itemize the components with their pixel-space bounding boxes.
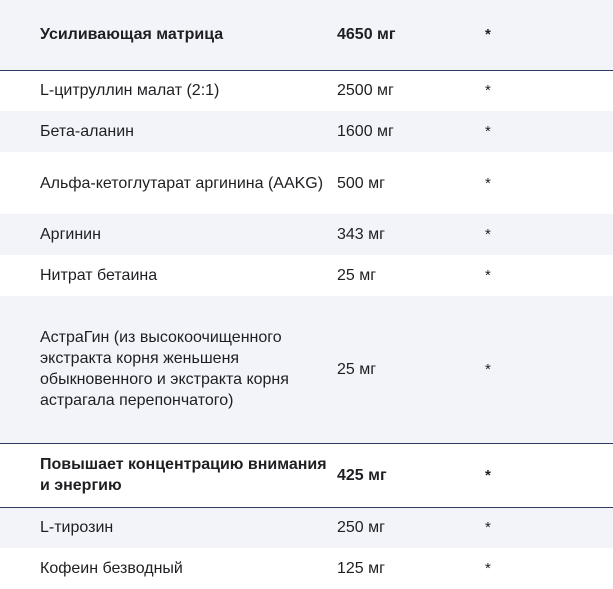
daily-value: *	[485, 174, 491, 192]
daily-value: *	[485, 519, 491, 537]
ingredient-name: Альфа-кетоглутарат аргинина (AAKG)	[0, 152, 337, 214]
table-row	[0, 507, 613, 548]
ingredient-amount: 25 мг	[337, 255, 485, 296]
daily-value: *	[485, 267, 491, 284]
ingredient-amount: 343 мг	[337, 214, 485, 255]
table-row	[0, 70, 613, 111]
ingredient-amount: 25 мг	[337, 296, 485, 443]
ingredient-name: L-цитруллин малат (2:1)	[0, 70, 337, 111]
ingredient-name: Повышает концентрацию внимания и энергию	[0, 443, 337, 507]
ingredient-amount: 425 мг	[337, 443, 485, 507]
daily-value: *	[485, 560, 491, 577]
table-row	[0, 296, 613, 443]
ingredient-amount: 500 мг	[337, 152, 485, 214]
table-row-section	[0, 0, 613, 70]
table-row-section	[0, 443, 613, 507]
daily-value: *	[485, 123, 491, 140]
ingredient-amount: 1600 мг	[337, 111, 485, 152]
daily-value: *	[485, 82, 491, 100]
ingredient-amount: 125 мг	[337, 548, 485, 589]
table-row	[0, 152, 613, 214]
daily-value: *	[485, 466, 491, 484]
ingredient-name: L-тирозин	[0, 507, 337, 548]
ingredient-name: Нитрат бетаина	[0, 255, 337, 296]
daily-value: *	[485, 226, 491, 243]
ingredient-name: Усиливающая матрица	[0, 0, 337, 70]
ingredient-name: Кофеин безводный	[0, 548, 337, 589]
table-row	[0, 548, 613, 589]
daily-value: *	[485, 360, 491, 378]
ingredient-name: АстраГин (из высокоочищенного экстракта корня женьшеня обыкновенного и экстракта корня астрагала перепончатого)	[0, 296, 337, 443]
ingredient-amount: 2500 мг	[337, 70, 485, 111]
ingredient-name: Бета-аланин	[0, 111, 337, 152]
ingredient-amount: 250 мг	[337, 507, 485, 548]
ingredient-amount: 4650 мг	[337, 0, 485, 70]
table-row	[0, 255, 613, 296]
table-row	[0, 214, 613, 255]
ingredient-name: Аргинин	[0, 214, 337, 255]
table-row	[0, 111, 613, 152]
daily-value: *	[485, 26, 491, 44]
